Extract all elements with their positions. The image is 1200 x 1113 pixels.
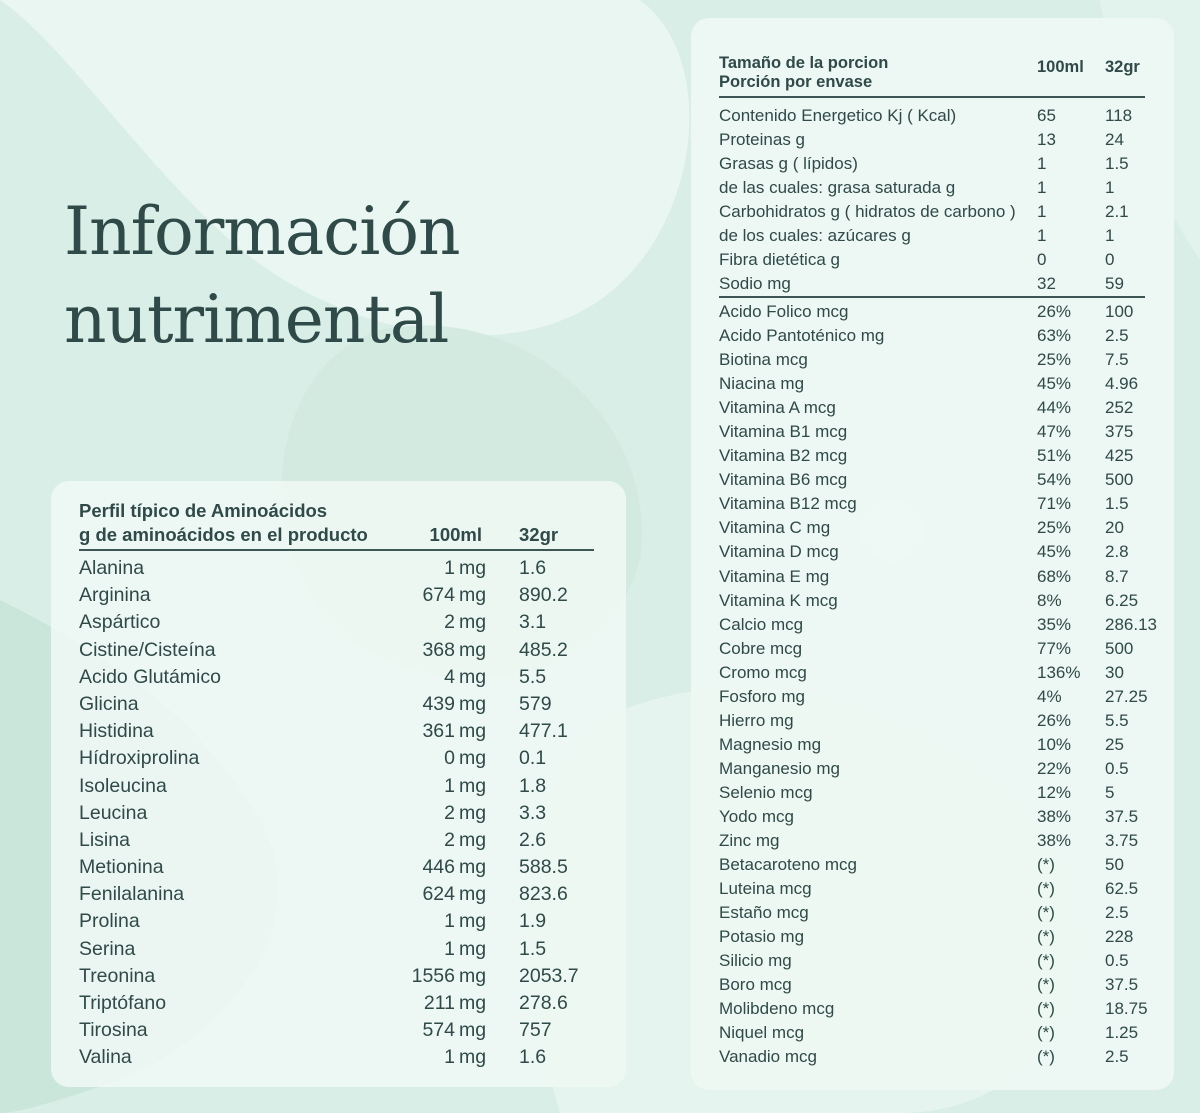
nutrient-value-100ml: 47% xyxy=(1037,422,1072,442)
nutrient-value-32gr: 2.8 xyxy=(1105,542,1129,562)
amino-name: Metionina xyxy=(79,856,164,879)
nutrient-value-100ml: 10% xyxy=(1037,734,1072,754)
nutrient-name: Grasas g ( lípidos) xyxy=(719,154,858,174)
nutrient-value-32gr: 252 xyxy=(1105,398,1134,418)
nutrient-name: Proteinas g xyxy=(719,130,805,150)
nutrient-value-32gr: 59 xyxy=(1105,274,1124,294)
nutrient-value-100ml: 38% xyxy=(1037,831,1072,851)
table-row xyxy=(719,685,1149,709)
nutrition-header-line2: Porción por envase xyxy=(719,73,873,91)
table-row xyxy=(719,997,1149,1021)
table-row xyxy=(79,581,594,608)
nutrient-name: Manganesio mg xyxy=(719,758,840,778)
table-row xyxy=(719,224,1149,248)
nutrient-value-100ml: 71% xyxy=(1037,494,1072,514)
nutrient-value-32gr: 2.5 xyxy=(1105,903,1129,923)
nutrient-value-32gr: 1 xyxy=(1105,226,1115,246)
page-title xyxy=(64,188,460,364)
amino-unit: mg xyxy=(459,665,487,688)
amino-value-100ml: 624 xyxy=(422,883,455,906)
nutrient-name: de los cuales: azúcares g xyxy=(719,226,911,246)
amino-header-rule xyxy=(79,549,594,551)
amino-table-body xyxy=(79,554,594,1071)
amino-value-32gr: 823.6 xyxy=(519,883,568,906)
table-row xyxy=(719,757,1149,781)
amino-name: Isoleucina xyxy=(79,774,167,797)
nutrient-value-100ml: 22% xyxy=(1037,758,1072,778)
title-line2: nutrimental xyxy=(64,281,449,358)
nutrient-value-100ml: 25% xyxy=(1037,518,1072,538)
nutrient-value-100ml: (*) xyxy=(1037,1047,1055,1067)
nutrient-value-32gr: 228 xyxy=(1105,927,1134,947)
amino-value-100ml: 2 xyxy=(444,801,455,824)
nutrient-name: Molibdeno mcg xyxy=(719,999,835,1019)
table-row xyxy=(719,540,1149,564)
table-row xyxy=(719,901,1149,925)
nutrient-name: Sodio mg xyxy=(719,274,791,294)
table-row xyxy=(719,444,1149,468)
amino-value-100ml: 439 xyxy=(422,692,455,715)
amino-value-32gr: 485.2 xyxy=(519,638,568,661)
amino-value-100ml: 1556 xyxy=(411,964,455,987)
nutrient-name: Vanadio mcg xyxy=(719,1047,817,1067)
table-row xyxy=(719,300,1149,324)
nutrition-table-header xyxy=(719,54,1149,98)
nutrient-name: Cobre mcg xyxy=(719,638,803,658)
amino-value-32gr: 1.5 xyxy=(519,937,547,960)
table-row xyxy=(719,589,1149,613)
table-row xyxy=(79,608,594,635)
nutrient-value-32gr: 1.5 xyxy=(1105,154,1129,174)
amino-unit: mg xyxy=(459,692,487,715)
nutrition-header-title xyxy=(719,54,888,92)
nutrient-value-32gr: 8.7 xyxy=(1105,566,1129,586)
table-row xyxy=(79,962,594,989)
nutrient-value-32gr: 425 xyxy=(1105,446,1134,466)
nutrient-name: Fosforo mg xyxy=(719,686,805,706)
nutrient-value-100ml: 51% xyxy=(1037,446,1072,466)
amino-unit: mg xyxy=(459,638,487,661)
nutrient-name: Betacaroteno mcg xyxy=(719,855,857,875)
nutrient-value-32gr: 30 xyxy=(1105,662,1124,682)
nutrient-value-32gr: 4.96 xyxy=(1105,374,1139,394)
table-row xyxy=(79,663,594,690)
amino-name: Tirosina xyxy=(79,1019,148,1042)
nutrient-value-100ml: 68% xyxy=(1037,566,1072,586)
table-row xyxy=(79,554,594,581)
nutrient-value-32gr: 2.5 xyxy=(1105,326,1129,346)
amino-value-100ml: 1 xyxy=(444,557,455,579)
amino-value-32gr: 1.8 xyxy=(519,774,547,797)
nutrient-value-100ml: (*) xyxy=(1037,903,1055,923)
nutrient-value-32gr: 5 xyxy=(1105,782,1115,802)
nutrient-value-100ml: 4% xyxy=(1037,686,1062,706)
nutrient-value-32gr: 18.75 xyxy=(1105,999,1148,1019)
table-row xyxy=(719,272,1149,296)
amino-unit: mg xyxy=(459,937,487,960)
table-row xyxy=(719,637,1149,661)
table-row xyxy=(719,853,1149,877)
table-row xyxy=(719,709,1149,733)
amino-value-100ml: 1 xyxy=(444,1046,455,1069)
macro-table-body xyxy=(719,104,1149,296)
nutrient-value-32gr: 1.5 xyxy=(1105,494,1129,514)
nutrient-value-32gr: 118 xyxy=(1105,106,1133,125)
amino-name: Lisina xyxy=(79,828,130,851)
amino-value-100ml: 211 xyxy=(423,992,455,1014)
nutrient-name: Vitamina C mg xyxy=(719,518,831,538)
table-row xyxy=(719,1045,1149,1069)
table-row xyxy=(79,690,594,717)
nutrient-name: Estaño mcg xyxy=(719,903,809,923)
nutrient-value-32gr: 0.5 xyxy=(1105,758,1129,778)
nutrient-name: Vitamina K mcg xyxy=(719,590,838,610)
nutrient-value-32gr: 500 xyxy=(1105,470,1134,490)
table-row xyxy=(719,661,1149,685)
nutrient-value-100ml: 32 xyxy=(1037,274,1056,294)
nutrient-value-32gr: 25 xyxy=(1105,734,1124,754)
nutrition-card xyxy=(691,18,1174,1090)
nutrient-value-32gr: 0.5 xyxy=(1105,951,1129,971)
table-row xyxy=(79,989,594,1016)
nutrient-name: Yodo mcg xyxy=(719,806,794,826)
amino-name: Aspártico xyxy=(79,611,161,634)
table-row xyxy=(719,949,1149,973)
nutrient-value-32gr: 24 xyxy=(1105,130,1124,150)
nutrient-value-100ml: 45% xyxy=(1037,542,1072,562)
nutrient-name: Magnesio mg xyxy=(719,734,822,754)
table-row xyxy=(79,935,594,962)
nutrient-value-100ml: (*) xyxy=(1037,879,1055,899)
amino-value-100ml: 368 xyxy=(422,638,455,661)
amino-unit: mg xyxy=(459,828,487,851)
table-row xyxy=(719,200,1149,224)
nutrient-value-100ml: 1 xyxy=(1037,202,1047,222)
table-row xyxy=(719,925,1149,949)
amino-header-line2: g de aminoácidos en el producto xyxy=(79,524,368,545)
nutrient-name: Vitamina B2 mcg xyxy=(719,446,848,466)
amino-unit: mg xyxy=(459,1019,487,1042)
amino-header-line1: Perfil típico de Aminoácidos xyxy=(79,500,328,521)
nutrient-value-32gr: 0 xyxy=(1105,250,1115,270)
amino-name: Serina xyxy=(79,937,136,960)
title-line1: Información xyxy=(64,193,460,270)
nutrient-value-100ml: (*) xyxy=(1037,975,1055,995)
nutrient-value-100ml: 8% xyxy=(1037,590,1062,610)
nutrient-name: Silicio mg xyxy=(719,951,792,971)
table-row xyxy=(719,248,1149,272)
amino-unit: mg xyxy=(459,856,487,879)
amino-name: Arginina xyxy=(79,584,151,607)
amino-value-100ml: 1 xyxy=(444,937,455,960)
nutrient-value-100ml: 25% xyxy=(1037,350,1072,370)
nutrient-value-100ml: 44% xyxy=(1037,398,1072,418)
amino-value-100ml: 2 xyxy=(444,611,455,634)
nutrient-value-100ml: 35% xyxy=(1037,614,1072,634)
nutrition-section-rule xyxy=(719,296,1145,298)
amino-value-32gr: 890.2 xyxy=(519,584,568,607)
nutrient-value-100ml: (*) xyxy=(1037,951,1055,971)
table-row xyxy=(79,1043,594,1070)
nutrition-col-100ml: 100ml xyxy=(1037,58,1084,76)
amino-name: Glicina xyxy=(79,692,139,715)
table-row xyxy=(719,176,1149,200)
amino-table-header xyxy=(79,499,594,549)
nutrient-value-32gr: 27.25 xyxy=(1105,686,1148,706)
nutrient-name: Vitamina B12 mcg xyxy=(719,494,857,514)
nutrient-value-100ml: 54% xyxy=(1037,470,1072,490)
amino-value-32gr: 3.1 xyxy=(519,611,547,634)
amino-unit: mg xyxy=(459,992,487,1014)
table-row xyxy=(719,396,1149,420)
nutrient-value-100ml: 38% xyxy=(1037,806,1072,826)
amino-value-32gr: 278.6 xyxy=(519,992,568,1014)
amino-value-32gr: 1.6 xyxy=(519,1046,547,1069)
nutrition-header-rule xyxy=(719,96,1145,98)
nutrient-value-100ml: (*) xyxy=(1037,1023,1055,1043)
amino-name: Histidina xyxy=(79,720,154,743)
table-row xyxy=(719,324,1149,348)
nutrient-name: Vitamina B6 mcg xyxy=(719,470,848,490)
nutrient-value-32gr: 100 xyxy=(1105,302,1134,321)
amino-name: Cistine/Cisteína xyxy=(79,638,216,661)
table-row xyxy=(719,516,1149,540)
amino-unit: mg xyxy=(459,883,487,906)
nutrient-value-32gr: 3.75 xyxy=(1105,831,1139,851)
nutrient-value-32gr: 2.5 xyxy=(1105,1047,1129,1067)
table-row xyxy=(719,468,1149,492)
nutrient-value-100ml: (*) xyxy=(1037,999,1055,1019)
nutrient-value-100ml: 1 xyxy=(1037,154,1047,174)
amino-name: Fenilalanina xyxy=(79,883,185,906)
nutrient-value-100ml: 0 xyxy=(1037,250,1047,270)
nutrient-name: Vitamina B1 mcg xyxy=(719,422,848,442)
nutrient-value-32gr: 1.25 xyxy=(1105,1023,1139,1043)
nutrient-name: Niquel mcg xyxy=(719,1023,805,1043)
amino-value-100ml: 1 xyxy=(444,910,455,933)
nutrient-value-32gr: 500 xyxy=(1105,638,1134,658)
nutrient-value-32gr: 286.13 xyxy=(1105,614,1157,634)
amino-value-100ml: 4 xyxy=(444,665,455,688)
table-row xyxy=(79,772,594,799)
nutrient-value-100ml: 12% xyxy=(1037,782,1072,802)
table-row xyxy=(79,636,594,663)
table-row xyxy=(719,1021,1149,1045)
nutrient-name: Cromo mcg xyxy=(719,662,807,682)
table-row xyxy=(79,826,594,853)
amino-value-100ml: 2 xyxy=(444,828,455,851)
table-row xyxy=(79,880,594,907)
nutrient-value-100ml: 63% xyxy=(1037,326,1072,346)
nutrient-value-100ml: (*) xyxy=(1037,927,1055,947)
table-row xyxy=(719,128,1149,152)
nutrient-value-100ml: 45% xyxy=(1037,374,1072,394)
table-row xyxy=(79,907,594,934)
amino-unit: mg xyxy=(459,1046,487,1069)
nutrient-value-100ml: 1 xyxy=(1037,178,1047,198)
table-row xyxy=(79,799,594,826)
table-row xyxy=(719,492,1149,516)
nutrient-name: Boro mcg xyxy=(719,975,792,995)
nutrient-name: Vitamina E mg xyxy=(719,566,830,586)
amino-name: Prolina xyxy=(79,910,140,933)
nutrient-value-32gr: 5.5 xyxy=(1105,710,1129,730)
nutrient-name: Hierro mg xyxy=(719,710,794,730)
table-row xyxy=(719,152,1149,176)
amino-name: Hídroxiprolina xyxy=(79,747,200,770)
nutrient-value-32gr: 37.5 xyxy=(1105,975,1139,995)
table-row xyxy=(79,1016,594,1043)
table-row xyxy=(79,717,594,744)
nutrient-name: Contenido Energetico Kj ( Kcal) xyxy=(719,106,957,125)
amino-value-32gr: 2053.7 xyxy=(519,964,579,987)
amino-value-100ml: 1 xyxy=(444,774,455,797)
nutrient-value-32gr: 375 xyxy=(1105,422,1134,442)
nutrient-value-32gr: 6.25 xyxy=(1105,590,1139,610)
amino-col-100ml: 100ml xyxy=(429,524,482,545)
amino-name: Leucina xyxy=(79,801,148,824)
nutrition-col-32gr: 32gr xyxy=(1105,58,1140,76)
amino-name: Treonina xyxy=(79,964,156,987)
nutrient-name: Luteina mcg xyxy=(719,879,812,899)
nutrient-value-100ml: 1 xyxy=(1037,226,1047,246)
nutrient-value-32gr: 1 xyxy=(1105,178,1115,198)
amino-value-100ml: 0 xyxy=(444,747,455,770)
nutrient-value-100ml: (*) xyxy=(1037,855,1055,875)
amino-unit: mg xyxy=(459,774,487,797)
amino-value-32gr: 0.1 xyxy=(519,747,547,770)
nutrient-value-100ml: 65 xyxy=(1037,106,1056,125)
table-row xyxy=(719,973,1149,997)
amino-name: Triptófano xyxy=(79,992,167,1014)
nutrient-value-100ml: 77% xyxy=(1037,638,1072,658)
nutrient-value-100ml: 136% xyxy=(1037,662,1081,682)
table-row xyxy=(719,104,1149,128)
nutrient-value-32gr: 50 xyxy=(1105,855,1124,875)
nutrition-header-line1: Tamaño de la porcion xyxy=(719,54,889,72)
amino-unit: mg xyxy=(459,801,487,824)
amino-value-32gr: 477.1 xyxy=(519,720,568,743)
nutrient-name: Calcio mcg xyxy=(719,614,804,634)
nutrient-name: Carbohidratos g ( hidratos de carbono ) xyxy=(719,202,1016,222)
nutrient-value-100ml: 13 xyxy=(1037,130,1056,150)
table-row xyxy=(719,805,1149,829)
amino-value-32gr: 1.6 xyxy=(519,557,547,579)
nutrient-value-32gr: 37.5 xyxy=(1105,806,1139,826)
amino-unit: mg xyxy=(459,964,487,987)
amino-value-32gr: 588.5 xyxy=(519,856,568,879)
nutrient-value-32gr: 20 xyxy=(1105,518,1124,538)
amino-name: Alanina xyxy=(79,557,145,579)
amino-name: Acido Glutámico xyxy=(79,665,221,688)
nutrient-value-100ml: 26% xyxy=(1037,302,1072,321)
nutrient-name: Biotina mcg xyxy=(719,350,808,370)
nutrient-name: Acido Pantoténico mg xyxy=(719,326,885,346)
amino-value-32gr: 2.6 xyxy=(519,828,547,851)
amino-value-32gr: 1.9 xyxy=(519,910,547,933)
amino-col-32gr: 32gr xyxy=(519,524,559,545)
nutrient-value-100ml: 26% xyxy=(1037,710,1072,730)
amino-unit: mg xyxy=(459,720,487,743)
amino-value-32gr: 757 xyxy=(519,1019,552,1042)
nutrient-value-32gr: 7.5 xyxy=(1105,350,1129,370)
amino-value-100ml: 361 xyxy=(422,720,455,743)
table-row xyxy=(719,877,1149,901)
amino-value-100ml: 446 xyxy=(422,856,455,879)
micro-table-body xyxy=(719,300,1157,1070)
nutrient-name: Potasio mg xyxy=(719,927,805,947)
table-row xyxy=(719,420,1149,444)
nutrient-name: de las cuales: grasa saturada g xyxy=(719,178,956,198)
nutrient-name: Zinc mg xyxy=(719,831,780,851)
amino-unit: mg xyxy=(459,557,487,579)
table-row xyxy=(79,744,594,771)
nutrient-value-32gr: 2.1 xyxy=(1105,202,1129,222)
amino-name: Valina xyxy=(79,1046,132,1069)
amino-unit: mg xyxy=(459,611,487,634)
amino-value-32gr: 579 xyxy=(519,692,552,715)
nutrient-name: Vitamina D mcg xyxy=(719,542,839,562)
table-row xyxy=(719,733,1149,757)
amino-acid-card xyxy=(51,481,626,1087)
amino-header-title xyxy=(79,499,368,547)
table-row xyxy=(719,372,1149,396)
amino-unit: mg xyxy=(459,910,487,933)
nutrient-name: Selenio mcg xyxy=(719,782,813,802)
table-row xyxy=(719,829,1149,853)
amino-value-100ml: 674 xyxy=(422,584,455,607)
table-row xyxy=(79,853,594,880)
amino-unit: mg xyxy=(459,584,487,607)
table-row xyxy=(719,348,1149,372)
table-row xyxy=(719,781,1149,805)
nutrient-name: Fibra dietética g xyxy=(719,250,840,270)
amino-value-32gr: 5.5 xyxy=(519,665,547,688)
amino-value-32gr: 3.3 xyxy=(519,801,547,824)
table-row xyxy=(719,613,1157,637)
amino-unit: mg xyxy=(459,747,487,770)
amino-value-100ml: 574 xyxy=(422,1019,455,1042)
nutrient-value-32gr: 62.5 xyxy=(1105,879,1139,899)
nutrient-name: Acido Folico mcg xyxy=(719,302,849,321)
nutrient-name: Vitamina A mcg xyxy=(719,398,836,418)
nutrient-name: Niacina mg xyxy=(719,374,805,394)
table-row xyxy=(719,565,1149,589)
